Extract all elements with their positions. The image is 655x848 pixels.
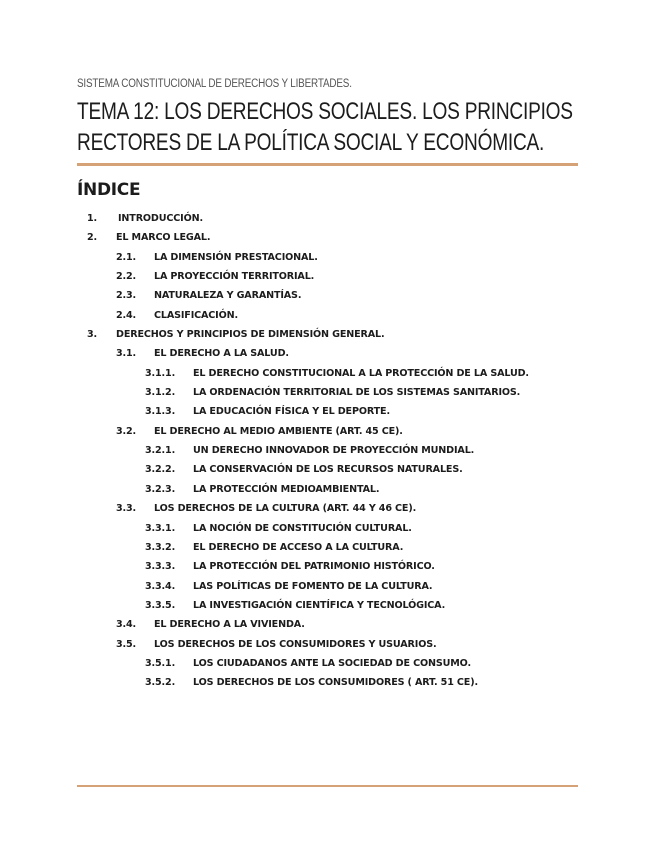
toc-entry-number: 1. [87,213,98,224]
toc-entry [0,635,655,654]
toc-entry-number: 3.5. [116,638,137,650]
toc-entry-text: LOS DERECHOS DE LA CULTURA (ART. 44 Y 46 CE). [154,503,417,515]
toc-entry-text: LA DIMENSIÓN PRESTACIONAL. [154,251,318,263]
toc-entry-text: DERECHOS Y PRINCIPIOS DE DIMENSIÓN GENERAL. [116,329,385,341]
toc-entry-number: 3. [87,329,98,341]
toc-entry-number: 3.1. [116,348,137,360]
index-heading: ÍNDICE [77,180,141,200]
toc-entry-text: LOS DERECHOS DE LOS CONSUMIDORES ( ART. 51 CE). [193,677,478,689]
toc-entry [0,383,655,402]
toc-entry-text: LA NOCIÓN DE CONSTITUCIÓN CULTURAL. [193,522,412,534]
toc-entry-text: EL MARCO LEGAL. [116,232,211,244]
title-line-1: TEMA 12: LOS DERECHOS SOCIALES. LOS PRINCIPIOS [77,98,573,125]
toc-entry [0,306,655,325]
toc-entry [0,557,655,576]
toc-entry-text: EL DERECHO A LA VIVIENDA. [154,619,305,631]
toc-entry [0,248,655,267]
toc-entry-number: 2.4. [116,309,137,321]
toc-entry-text: CLASIFICACIÓN. [154,309,238,321]
toc-entry-text: UN DERECHO INNOVADOR DE PROYECCIÓN MUNDIAL. [193,445,475,457]
toc-entry-number: 2. [87,232,98,244]
page-title [77,96,573,158]
toc-entry-number: 3.1.2. [145,387,176,399]
toc-entry-number: 2.2. [116,271,137,283]
toc-entry-text: NATURALEZA Y GARANTÍAS. [154,290,302,302]
toc-entry-number: 3.3.5. [145,599,176,611]
toc-entry [0,228,655,247]
toc-entry-number: 2.3. [116,290,137,302]
toc-entry-number: 3.3.3. [145,561,176,573]
toc-entry-number: 3.5.2. [145,677,176,689]
toc-entry-text: EL DERECHO CONSTITUCIONAL A LA PROTECCIÓN DE LA SALUD. [193,367,529,379]
toc-entry-number: 2.1. [116,251,137,263]
toc-entry-text: EL DERECHO A LA SALUD. [154,348,289,360]
toc-entry [0,538,655,557]
toc-entry [0,577,655,596]
toc-entry-text: LOS DERECHOS DE LOS CONSUMIDORES Y USUARIOS. [154,638,437,650]
toc-entry [0,673,655,692]
toc-entry [0,209,655,228]
toc-entry [0,460,655,479]
toc-entry-number: 3.2.2. [145,464,176,476]
toc-entry-text: LA ORDENACIÓN TERRITORIAL DE LOS SISTEMAS SANITARIOS. [193,387,521,399]
toc-entry-text: INTRODUCCIÓN. [118,213,203,224]
toc-entry-text: LA PROYECCIÓN TERRITORIAL. [154,271,315,283]
toc-entry-text: LAS POLÍTICAS DE FOMENTO DE LA CULTURA. [193,580,433,592]
toc-entry [0,499,655,518]
toc-entry-text: LA PROTECCIÓN MEDIOAMBIENTAL. [193,483,380,495]
toc-entry [0,344,655,363]
toc-entry-number: 3.2.3. [145,483,176,495]
toc-entry-number: 3.3.2. [145,541,176,553]
toc-entry [0,480,655,499]
toc-entry [0,441,655,460]
toc-entry-number: 3.3.1. [145,522,176,534]
toc-entry [0,325,655,344]
toc-entry [0,519,655,538]
toc-entry [0,402,655,421]
footer-divider [77,785,578,787]
toc-entry [0,654,655,673]
toc-entry-number: 3.3. [116,503,137,515]
toc-entry [0,615,655,634]
title-divider [77,163,578,166]
toc-entry-number: 3.2.1. [145,445,176,457]
toc-entry-number: 3.1.1. [145,367,176,379]
toc-entry-text: LA CONSERVACIÓN DE LOS RECURSOS NATURALES. [193,464,463,476]
toc-entry [0,364,655,383]
toc-entry-number: 3.2. [116,425,137,437]
toc-entry [0,267,655,286]
toc-entry-number: 3.3.4. [145,580,176,592]
toc-entry-number: 3.4. [116,619,137,631]
toc-entry-text: LA INVESTIGACIÓN CIENTÍFICA Y TECNOLÓGICA. [193,599,446,611]
toc-entry-text: LA PROTECCIÓN DEL PATRIMONIO HISTÓRICO. [193,561,435,573]
title-line-2: RECTORES DE LA POLÍTICA SOCIAL Y ECONÓMICA. [77,129,545,156]
table-of-contents [0,209,655,693]
subject-header: SISTEMA CONSTITUCIONAL DE DERECHOS Y LIBERTADES. [77,78,352,90]
toc-entry-number: 3.1.3. [145,406,176,418]
toc-entry-text: LA EDUCACIÓN FÍSICA Y EL DEPORTE. [193,406,390,418]
toc-entry-text: EL DERECHO DE ACCESO A LA CULTURA. [193,541,404,553]
toc-entry [0,422,655,441]
toc-entry [0,596,655,615]
toc-entry-text: EL DERECHO AL MEDIO AMBIENTE (ART. 45 CE). [154,425,403,437]
toc-entry [0,286,655,305]
toc-entry-number: 3.5.1. [145,657,176,669]
toc-entry-text: LOS CIUDADANOS ANTE LA SOCIEDAD DE CONSUMO. [193,657,471,669]
